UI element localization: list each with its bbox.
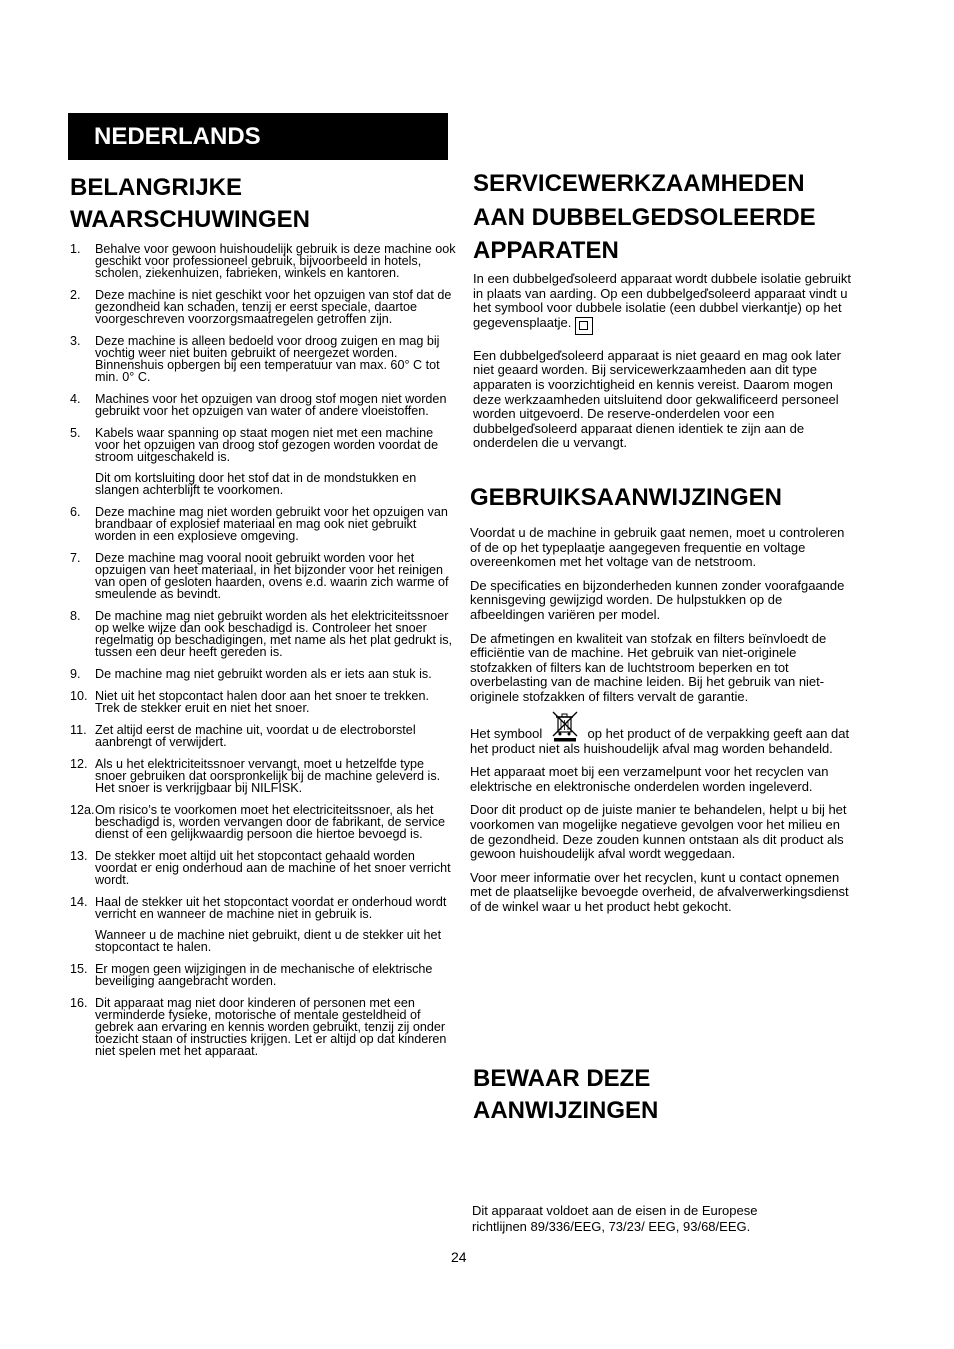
list-item: 15. Er mogen geen wijzigingen in de mechanische of elektrische beveiliging aangebracht worden. <box>70 962 433 988</box>
usage-text: Voordat u de machine in gebruik gaat nemen, moet u controleren of de op het typeplaatje aangegeven frequentie en voltage overeenkomen met het voltage van de netstroom. De specificaties en bijzonderheden kunnen zonder voorafgaande kennisgeving gewijzigd worden. De hulpstukken op de afbeeldingen variëren per model. De afmetingen en kwaliteit van stofzak en filters beïnvloedt de efficiëntie van de machine. Het gebruik van niet-originele stofzakken of filters kan de luchtstroom beperken en tot overbelasting van de machine leiden. Bij het gebruik van niet-originele stofzakken of filters vervalt de garantie. Het symbool op het product of de verpakking geeft aan dat het product niet als huishoudelijk afval mag worden behandeld. Het apparaat moet bij een verzamelpunt voor het recyclen van elektrische en elektronische onderdelen worden ingeleverd. Door dit product op de juiste manier te behandelen, helpt u bij het voorkomen van mogelijke negatieve gevolgen voor het milieu en de gezondheid. Deze zouden kunnen ontstaan als dit product als gewoon huishoudelijk afval wordt weggedaan. Voor meer informatie over het recyclen, kunt u contact opnemen met de plaatselijke bevoegde overheid, de afvalverwerkingsdienst of de winkel waar u het product hebt gekocht. <box>470 525 850 914</box>
service-title: SERVICEWERKZAAMHEDEN AAN DUBBELGEDSOLEERDE APPARATEN <box>473 170 816 264</box>
list-item: 4. Machines voor het opzuigen van droog stof mogen niet worden gebruikt voor het opzuigen van water of andere vloeistoffen. <box>70 392 447 418</box>
crossed-out-bin-icon <box>550 710 580 742</box>
warnings-list <box>70 243 456 1067</box>
list-item: 12. Als u het elektriciteitssnoer vervangt, moet u hetzelfde type snoer gebruiken dat oorspronkelijk bij de machine geleverd is. Het snoer is verkrijgbaar bij NILFISK. <box>70 757 441 795</box>
list-item: 1. Behalve voor gewoon huishoudelijk gebruik is deze machine ook geschikt voor professioneel gebruik, bijvoorbeeld in hotels, scholen, ziekenhuizen, fabrieken, winkels en kantoren. <box>70 242 456 280</box>
list-item: 2. Deze machine is niet geschikt voor het opzuigen van stof dat de gezondheid kan schaden, tenzij er eerst speciale, daartoe voorgeschreven voorzorgsmaatregelen getroffen zijn. <box>70 288 452 326</box>
list-item: 16. Dit apparaat mag niet door kinderen of personen met een verminderde fysieke, motorische of mentale gesteldheid of gebrek aan ervaring en kennis worden gebruikt, tenzij zij onder toezicht staan of instructies krijgen. Let er altijd op dat kinderen niet spelen met het apparaat. <box>70 996 447 1058</box>
list-item: 13. De stekker moet altijd uit het stopcontact gehaald worden voordat er enig onderhoud aan de machine of het snoer verricht wordt. <box>70 849 451 887</box>
service-text: In een dubbelgeďsoleerd apparaat wordt dubbele isolatie gebruikt in plaats van aarding. Op een dubbelgeďsoleerd apparaat vindt u het symbool voor dubbele isolatie (een dubbel vierkantje) op het gegevensplaatje. Een dubbelgeďsoleerd apparaat is niet geaard en mag ook later niet geaard worden. Bij servicewerkzaamheden aan dit type apparaten is voorzichtigheid en kennis vereist. Daarom mogen deze werkzaamheden uitsluitend door gekwalificeerd personeel worden uitgevoerd. De reserve-onderdelen voor een dubbelgeďsoleerd apparaat dienen identiek te zijn aan de onderdelen die u vervangt. <box>473 271 852 451</box>
keep-instructions-title: BEWAAR DEZE AANWIJZINGEN <box>473 1065 659 1124</box>
page-number: 24 <box>451 1249 467 1265</box>
list-item: 14. Haal de stekker uit het stopcontact voordat er onderhoud wordt verricht en wanneer de machine niet in gebruik is. Wanneer u de machine niet gebruikt, dient u de stekker uit het stopcontact te halen. <box>70 895 447 954</box>
list-item: 9. De machine mag niet gebruikt worden als er iets aan stuk is. <box>70 667 432 681</box>
list-item: 6. Deze machine mag niet worden gebruikt voor het opzuigen van brandbaar of explosief materiaal en mag ook niet gebruikt worden in een explosieve omgeving. <box>70 505 448 543</box>
list-item: 12a. Om risico’s te voorkomen moet het electriciteitssnoer, als het beschadigd is, worden vervangen door de fabrikant, de service dienst of een gelijkwaardig persoon die hiertoe bevoegd is. <box>70 803 446 841</box>
list-item: 7. Deze machine mag vooral nooit gebruikt worden voor het opzuigen van heet materiaal, in het bijzonder voor het reinigen van open of gesloten haarden, ovens e.d. waarin zich warme of smeulende as bevindt. <box>70 551 449 601</box>
list-item: 10. Niet uit het stopcontact halen door aan het snoer te trekken. Trek de stekker eruit en niet het snoer. <box>70 689 429 715</box>
warnings-title: BELANGRIJKE WAARSCHUWINGEN <box>70 174 310 233</box>
double-square-icon <box>575 317 593 335</box>
usage-title: GEBRUIKSAANWIJZINGEN <box>470 484 783 511</box>
list-item: 11. Zet altijd eerst de machine uit, voordat u de electroborstel aanbrengt of verwijdert. <box>70 723 416 749</box>
list-item: 3. Deze machine is alleen bedoeld voor droog zuigen en mag bij vochtig weer niet buiten gebruikt of neergezet worden. Binnenshuis opbergen bij een temperatuur van max. 60° C tot min. 0° C. <box>70 334 440 384</box>
language-banner: NEDERLANDS <box>68 113 448 160</box>
list-item: 5. Kabels waar spanning op staat mogen niet met een machine voor het opzuigen van droog stof gezogen worden voordat de stroom uitgeschakeld is. Dit om kortsluiting door het stof dat in de mondstukken en slangen achterblijft te voorkomen. <box>70 426 439 497</box>
list-item: 8. De machine mag niet gebruikt worden als het elektriciteitssnoer op welke wijze dan ook beschadigd is. Controleer het snoer regelmatig op beschadigingen, met name als het plat gedrukt is, tussen een deur heeft gereden is. <box>70 609 453 659</box>
compliance-note: Dit apparaat voldoet aan de eisen in de Europese richtlijnen 89/336/EEG, 73/23/ EEG, 93/68/EEG. <box>472 1203 758 1234</box>
